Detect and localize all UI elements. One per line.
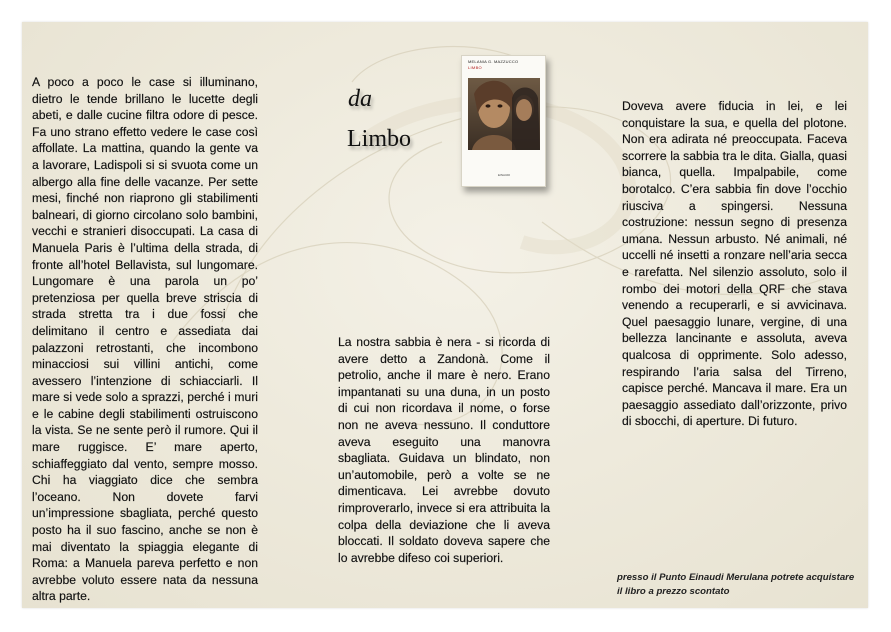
purchase-note — [617, 571, 867, 599]
middle-text-column: La nostra sabbia è nera - si ricorda di avere detto a Zandonà. Come il petrolio, anche il mare è nero. Erano impantanati su una duna, in un posto di cui non ricordava il nome, o forse non ne aveva nessuno. Il conduttore aveva eseguito una manovra sbagliata. Guidava un blindato, non un’automobile, però a volte se ne dimenticava. Lei avrebbe dovuto rimproverarlo, invece si era attribuita la colpa della deviazione che li aveva bloccati. Il soldato doveva sapere che lo avrebbe difeso coi superiori. — [338, 335, 550, 565]
cover-publisher: EINAUDI — [498, 173, 511, 177]
cover-photo — [468, 78, 540, 150]
purchase-note-line-1: presso il Punto Einaudi Merulana potrete acquistare — [617, 572, 855, 583]
purchase-note-line-2: il libro a prezzo scontato — [617, 586, 730, 597]
right-text-column: Doveva avere fiducia in lei, e lei conquistare la sua, e quella del plotone. Non era adirata né preoccupata. Faceva scorrere la sabbia tra le dita. Gialla, quasi bianca, quella. Impalpabile, come borotalco. C’era sabbia fin dove l’occhio riusciva a spingersi. Nessuna costruzione: nessun segno di presenza umana. Nessun arbusto. Né animali, né uccelli né insetti a ronzare nell’aria secca e rarefatta. Nel silenzio assoluto, solo il rombo dei motori della QRF che stava venendo a recuperarli, e si avvicinava. Quel paesaggio lunare, vergine, di una bellezza lancinante e assoluta, aveva qualcosa di opprimente. Solo adesso, respirando l’aria salsa del Tirreno, capisce perché. Mancava il mare. Era un paesaggio assediato dall’orizzonte, privo di sbocchi, di aperture. Di futuro. — [622, 99, 847, 429]
book-cover-image — [461, 55, 546, 187]
book-title-heading: Limbo — [347, 126, 411, 152]
left-text-column: A poco a poco le case si illuminano, dietro le tende brillano le lucette degli abeti, e dalle cucine filtra odore di pesce. Fa uno strano effetto vedere le case così affollate. La mattina, quando la gente va a lavorare, Ladispoli si si svuota come un albergo alla fine delle vacanze. Per sette mesi, finché non riaprono gli stabilimenti balneari, di giorno circolano solo bambini, vecchi e stranieri disoccupati. La casa di Manuela Paris è l’ultima della strada, di fronte all’hotel Bellavista, sul lungomare. Lungomare è una parola un po’ pretenziosa per quella breve striscia di strada stretta tra i due fossi che delimitano il centro e assediata dai palazzoni retrostanti, che incombono minacciosi sui villini antichi, come avessero l’intenzione di schiacciarli. Il mare si vede solo a sprazzi, perché i muri e le cabine degli stabilimenti ostruiscono la vista. Se ne sente però il rumore. Qui il mare ruggisce. E’ mare aperto, schiaffeggiato dal vento, sempre mosso. Chi ha viaggiato dice che sembra l’oceano. Non dovete farvi un’impressione sbagliata, perché questo posto ha il suo fascino, anche se non è mai diventato la spiaggia elegante di Roma: a Manuela pareva perfetto e non avrebbe voluto essere nata da nessuna altra parte. — [32, 75, 258, 604]
title-prefix: da — [348, 86, 372, 112]
cover-title: LIMBO — [468, 65, 482, 70]
cover-author: MELANIA G. MAZZUCCO — [468, 59, 519, 64]
